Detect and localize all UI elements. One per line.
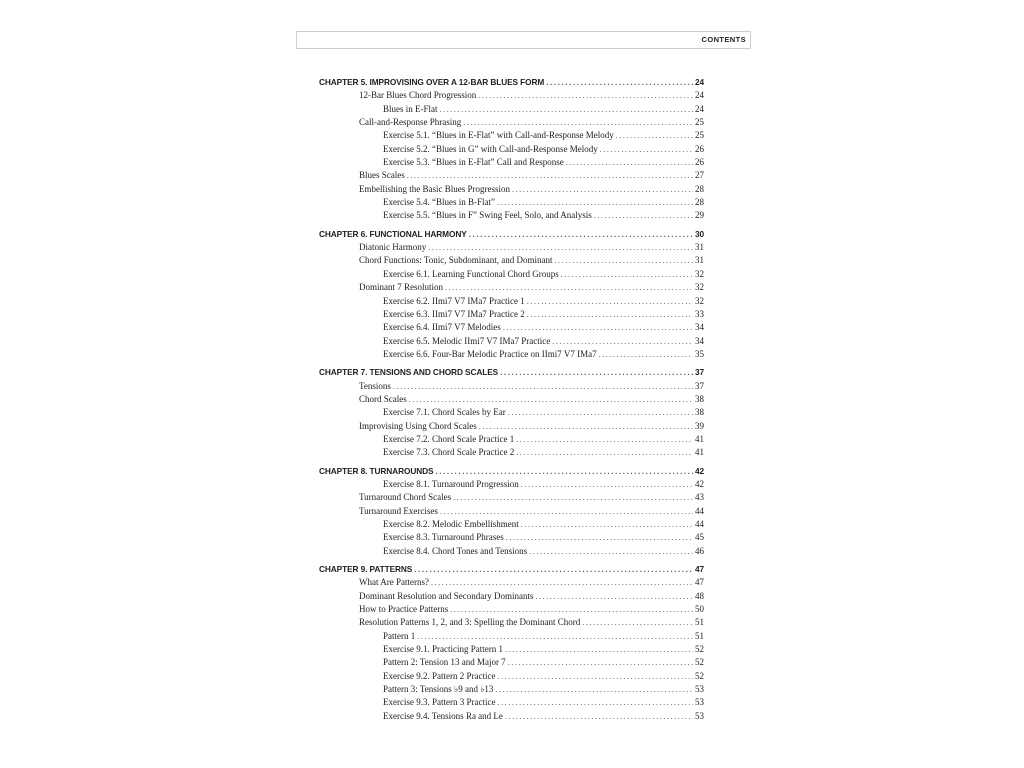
entry-title: Pattern 2: Tension 13 and Major 7 [383, 657, 506, 668]
dot-leader [440, 103, 694, 116]
dot-leader [599, 348, 693, 361]
entry-title: CHAPTER 9. PATTERNS [319, 564, 413, 575]
dot-leader [445, 281, 693, 294]
chapter-entry[interactable] [319, 366, 704, 379]
entry-page-number: 52 [695, 644, 704, 655]
subsection-entry[interactable] [383, 406, 704, 419]
entry-title: Turnaround Exercises [359, 505, 438, 516]
entry-page-number: 24 [695, 90, 704, 101]
entry-title: Resolution Patterns 1, 2, and 3: Spelling the Dominant Chord [359, 617, 581, 628]
entry-page-number: 47 [694, 564, 704, 575]
entry-title: Diatonic Harmony [359, 242, 427, 253]
dot-leader [529, 545, 693, 558]
dot-leader [505, 643, 693, 656]
running-header [296, 31, 751, 49]
dot-leader [521, 518, 693, 531]
subsection-entry[interactable] [383, 656, 704, 669]
dot-leader [393, 380, 693, 393]
section-entry[interactable] [359, 393, 704, 406]
section-entry[interactable] [359, 116, 704, 129]
chapter-entry[interactable] [319, 228, 704, 241]
entry-title: Exercise 9.3. Pattern 3 Practice [383, 697, 496, 708]
dot-leader [546, 76, 693, 89]
dot-leader [495, 683, 693, 696]
dot-leader [527, 295, 693, 308]
entry-page-number: 53 [695, 710, 704, 721]
subsection-entry[interactable] [383, 683, 704, 696]
dot-leader [450, 603, 693, 616]
entry-page-number: 38 [695, 407, 704, 418]
dot-leader [409, 393, 693, 406]
entry-page-number: 39 [695, 420, 704, 431]
entry-page-number: 46 [695, 545, 704, 556]
entry-title: CHAPTER 8. TURNAROUNDS [319, 465, 434, 476]
entry-page-number: 45 [695, 532, 704, 543]
subsection-entry[interactable] [383, 710, 704, 723]
dot-leader [512, 183, 693, 196]
dot-leader [516, 446, 693, 459]
entry-page-number: 51 [695, 630, 704, 641]
entry-page-number: 25 [695, 117, 704, 128]
subsection-entry[interactable] [383, 478, 704, 491]
entry-page-number: 31 [695, 242, 704, 253]
entry-title: Exercise 6.1. Learning Functional Chord Groups [383, 268, 559, 279]
entry-title: 12-Bar Blues Chord Progression [359, 90, 477, 101]
entry-page-number: 42 [695, 478, 704, 489]
entry-title: Exercise 9.4. Tensions Ra and Le [383, 710, 503, 721]
entry-page-number: 34 [695, 322, 704, 333]
entry-page-number: 38 [695, 393, 704, 404]
dot-leader [535, 590, 693, 603]
dot-leader [435, 465, 693, 478]
entry-page-number: 51 [695, 617, 704, 628]
entry-title: Exercise 6.4. IImi7 V7 Melodies [383, 322, 501, 333]
dot-leader [561, 268, 693, 281]
entry-page-number: 27 [695, 170, 704, 181]
entry-title: Exercise 5.1. “Blues in E-Flat” with Call-and-Response Melody [383, 130, 614, 141]
entry-page-number: 50 [695, 604, 704, 615]
dot-leader [478, 89, 693, 102]
entry-page-number: 34 [695, 335, 704, 346]
entry-title: Turnaround Chord Scales [359, 492, 452, 503]
subsection-entry[interactable] [383, 545, 704, 558]
entry-title: Exercise 6.2. IImi7 V7 IMa7 Practice 1 [383, 295, 525, 306]
entry-title: Exercise 8.1. Turnaround Progression [383, 478, 519, 489]
entry-title: Exercise 9.1. Practicing Pattern 1 [383, 644, 503, 655]
section-entry[interactable] [359, 576, 704, 589]
entry-page-number: 42 [694, 465, 704, 476]
entry-title: Exercise 5.4. “Blues in B-Flat” [383, 197, 495, 208]
dot-leader [428, 241, 693, 254]
entry-page-number: 41 [695, 447, 704, 458]
chapter-entry[interactable] [319, 465, 704, 478]
section-entry[interactable] [359, 169, 704, 182]
entry-page-number: 52 [695, 670, 704, 681]
entry-title: Dominant Resolution and Secondary Dominants [359, 590, 534, 601]
entry-page-number: 33 [695, 308, 704, 319]
entry-page-number: 31 [695, 255, 704, 266]
dot-leader [616, 129, 693, 142]
subsection-entry[interactable] [383, 518, 704, 531]
entry-page-number: 26 [695, 157, 704, 168]
dot-leader [508, 656, 693, 669]
entry-title: Exercise 7.3. Chord Scale Practice 2 [383, 447, 515, 458]
entry-page-number: 26 [695, 143, 704, 154]
dot-leader [594, 209, 693, 222]
entry-page-number: 32 [695, 295, 704, 306]
entry-page-number: 32 [695, 268, 704, 279]
subsection-entry[interactable] [383, 103, 704, 116]
entry-title: Exercise 6.5. Melodic IImi7 V7 IMa7 Practice [383, 335, 551, 346]
dot-leader [440, 505, 693, 518]
section-entry[interactable] [359, 491, 704, 504]
dot-leader [506, 531, 693, 544]
entry-title: Exercise 8.2. Melodic Embellishment [383, 519, 519, 529]
dot-leader [497, 696, 693, 709]
subsection-entry[interactable] [383, 643, 704, 656]
subsection-entry[interactable] [383, 308, 704, 321]
entry-title: Blues in E-Flat [383, 103, 438, 114]
dot-leader [516, 433, 693, 446]
dot-leader [521, 478, 693, 491]
dot-leader [431, 576, 693, 589]
subsection-entry[interactable] [383, 143, 704, 156]
entry-title: Exercise 7.2. Chord Scale Practice 1 [383, 433, 515, 444]
entry-title: Exercise 7.1. Chord Scales by Ear [383, 407, 506, 418]
header-label: CONTENTS [701, 35, 746, 44]
dot-leader [497, 670, 693, 683]
entry-title: Blues Scales [359, 170, 405, 181]
subsection-entry[interactable] [383, 433, 704, 446]
subsection-entry[interactable] [383, 670, 704, 683]
entry-title: Exercise 6.6. Four-Bar Melodic Practice on IImi7 V7 IMa7 [383, 348, 597, 359]
entry-page-number: 29 [695, 210, 704, 221]
entry-page-number: 32 [695, 282, 704, 293]
subsection-entry[interactable] [383, 630, 704, 643]
subsection-entry[interactable] [383, 531, 704, 544]
dot-leader [469, 228, 693, 241]
dot-leader [527, 308, 693, 321]
subsection-entry[interactable] [383, 348, 704, 361]
section-entry[interactable] [359, 89, 704, 102]
dot-leader [582, 616, 693, 629]
entry-title: Exercise 5.2. “Blues in G” with Call-and-Response Melody [383, 143, 598, 154]
section-entry[interactable] [359, 241, 704, 254]
entry-title: CHAPTER 6. FUNCTIONAL HARMONY [319, 228, 467, 239]
dot-leader [497, 196, 693, 209]
entry-title: Exercise 6.3. IImi7 V7 IMa7 Practice 2 [383, 308, 525, 319]
entry-page-number: 24 [694, 77, 704, 87]
entry-title: Exercise 5.3. “Blues in E-Flat” Call and Response [383, 157, 564, 168]
dot-leader [414, 563, 693, 576]
subsection-entry[interactable] [383, 321, 704, 334]
entry-title: How to Practice Patterns [359, 604, 449, 615]
dot-leader [500, 366, 693, 379]
subsection-entry[interactable] [383, 196, 704, 209]
entry-title: Dominant 7 Resolution [359, 282, 443, 293]
dot-leader [505, 710, 693, 723]
entry-title: What Are Patterns? [359, 577, 429, 588]
dot-leader [407, 169, 693, 182]
entry-page-number: 37 [694, 367, 704, 378]
entry-title: Embellishing the Basic Blues Progression [359, 183, 510, 194]
dot-leader [503, 321, 693, 334]
section-entry[interactable] [359, 603, 704, 616]
entry-title: Exercise 8.4. Chord Tones and Tensions [383, 545, 528, 556]
entry-title: Exercise 9.2. Pattern 2 Practice [383, 670, 496, 681]
subsection-entry[interactable] [383, 209, 704, 222]
entry-page-number: 47 [695, 577, 704, 588]
entry-page-number: 44 [695, 505, 704, 516]
dot-leader [566, 156, 693, 169]
entry-page-number: 25 [695, 130, 704, 141]
section-entry[interactable] [359, 420, 704, 433]
section-entry[interactable] [359, 380, 704, 393]
entry-title: CHAPTER 7. TENSIONS AND CHORD SCALES [319, 367, 499, 378]
entry-page-number: 52 [695, 657, 704, 668]
entry-title: Improvising Using Chord Scales [359, 420, 477, 431]
subsection-entry[interactable] [383, 696, 704, 709]
subsection-entry[interactable] [383, 446, 704, 459]
subsection-entry[interactable] [383, 268, 704, 281]
section-entry[interactable] [359, 281, 704, 294]
entry-title: Exercise 8.3. Turnaround Phrases [383, 532, 504, 543]
entry-title: Exercise 5.5. “Blues in F” Swing Feel, Solo, and Analysis [383, 210, 592, 221]
section-entry[interactable] [359, 505, 704, 518]
table-of-contents [319, 76, 704, 723]
entry-page-number: 43 [695, 492, 704, 503]
entry-page-number: 53 [695, 684, 704, 695]
dot-leader [463, 116, 693, 129]
chapter-entry[interactable] [319, 76, 704, 89]
dot-leader [417, 630, 693, 643]
entry-title: Chord Scales [359, 393, 407, 404]
section-entry[interactable] [359, 254, 704, 267]
entry-page-number: 30 [694, 228, 704, 239]
entry-title: Call-and-Response Phrasing [359, 117, 462, 128]
entry-page-number: 28 [695, 183, 704, 194]
entry-page-number: 41 [695, 433, 704, 444]
section-entry[interactable] [359, 590, 704, 603]
entry-page-number: 48 [695, 590, 704, 601]
entry-title: Pattern 3: Tensions ♭9 and ♭13 [383, 684, 494, 695]
section-entry[interactable] [359, 616, 704, 629]
dot-leader [554, 254, 693, 267]
subsection-entry[interactable] [383, 295, 704, 308]
section-entry[interactable] [359, 183, 704, 196]
chapter-entry[interactable] [319, 563, 704, 576]
dot-leader [453, 491, 693, 504]
entry-title: Pattern 1 [383, 630, 416, 641]
entry-page-number: 44 [695, 519, 704, 529]
entry-title: Chord Functions: Tonic, Subdominant, and Dominant [359, 255, 553, 266]
entry-title: Tensions [359, 380, 391, 391]
entry-page-number: 53 [695, 697, 704, 708]
entry-page-number: 37 [695, 380, 704, 391]
entry-page-number: 28 [695, 197, 704, 208]
dot-leader [600, 143, 693, 156]
subsection-entry[interactable] [383, 156, 704, 169]
dot-leader [508, 406, 693, 419]
subsection-entry[interactable] [383, 335, 704, 348]
subsection-entry[interactable] [383, 129, 704, 142]
entry-title: CHAPTER 5. IMPROVISING OVER A 12-BAR BLUES FORM [319, 77, 545, 87]
entry-page-number: 35 [695, 348, 704, 359]
entry-page-number: 24 [695, 103, 704, 114]
dot-leader [552, 335, 693, 348]
dot-leader [479, 420, 693, 433]
